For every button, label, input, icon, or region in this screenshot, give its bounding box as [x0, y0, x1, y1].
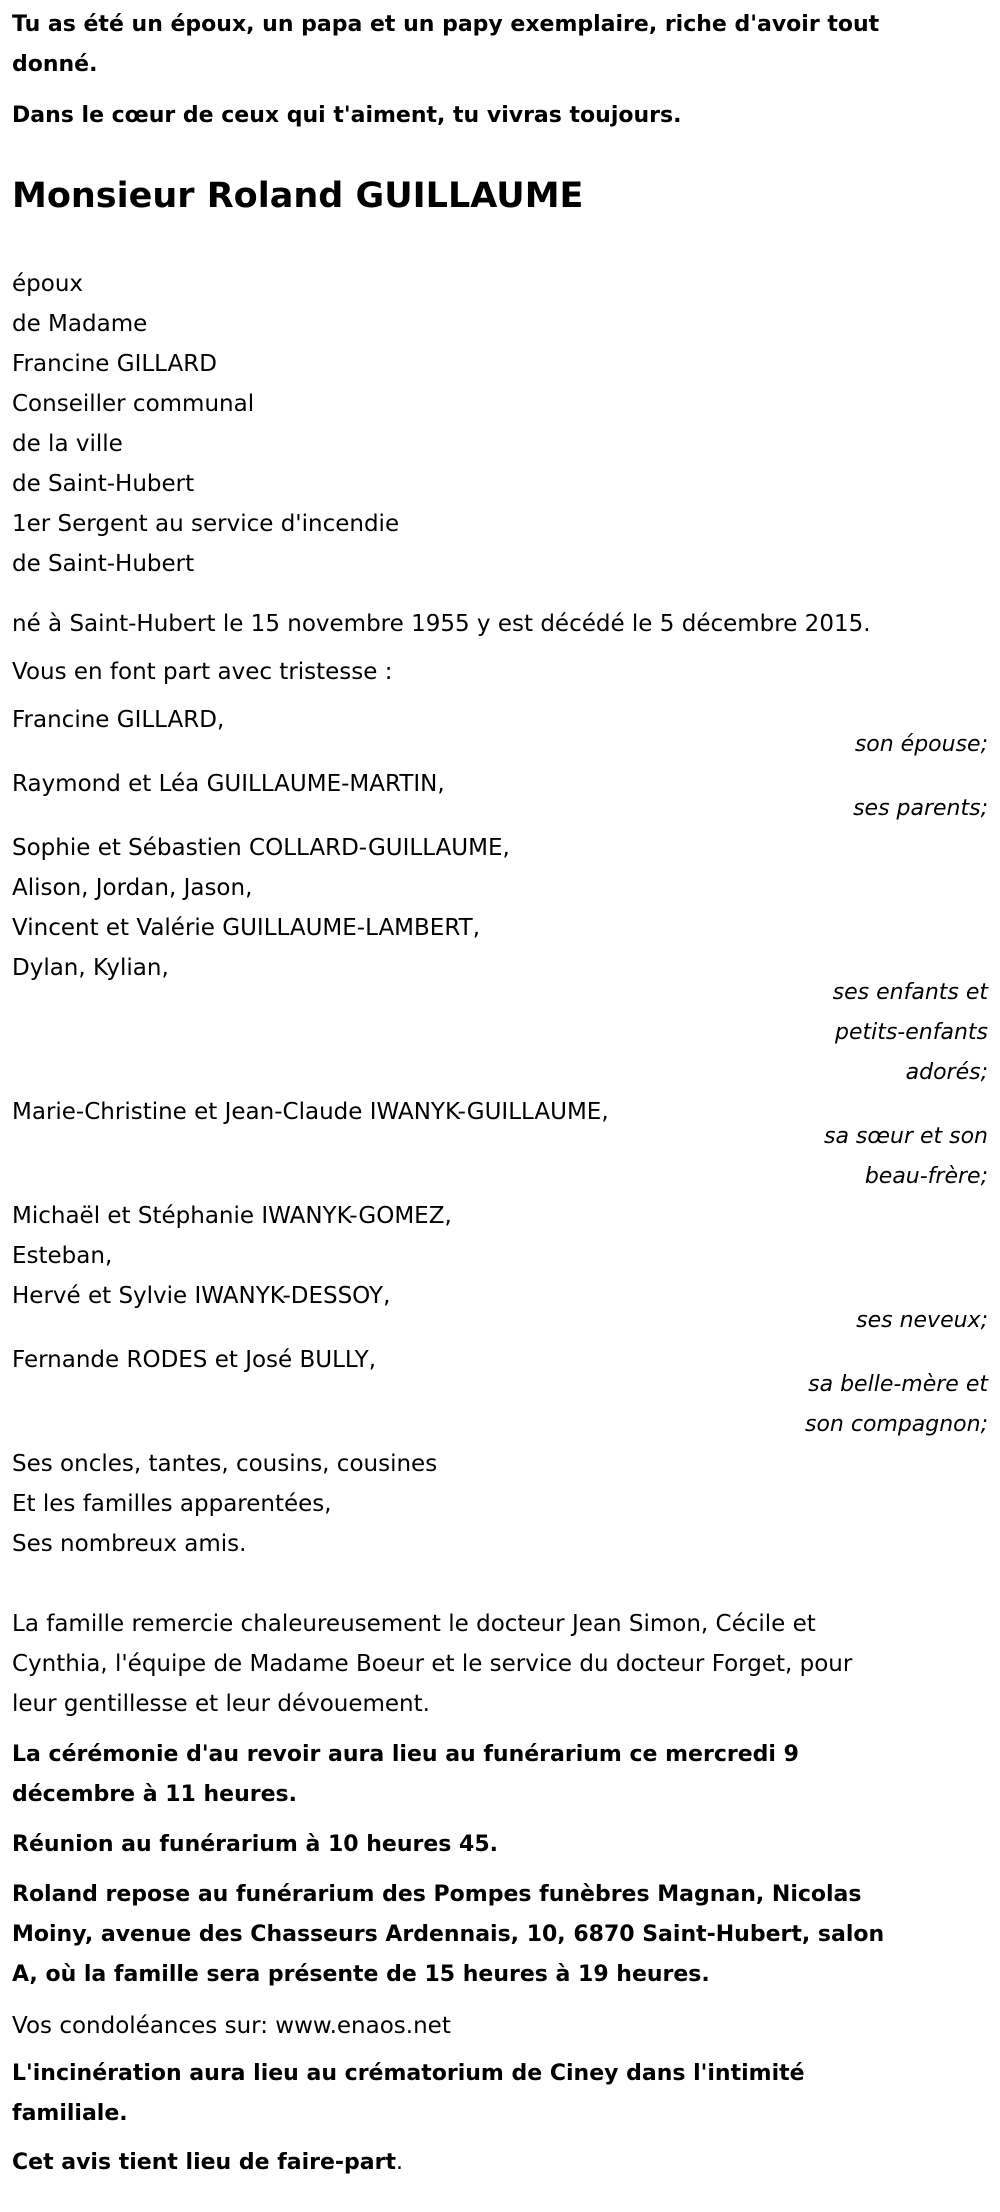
- relation-line: ses neveux;: [856, 1308, 988, 1333]
- cremation-info: [12, 2054, 988, 2134]
- relation-line: sa belle-mère et: [808, 1372, 988, 1397]
- relation-line: petits-enfants: [834, 1020, 988, 1045]
- closing-note: [12, 2143, 988, 2183]
- intro-verse-1: [12, 5, 988, 85]
- family-member: Esteban,: [12, 1243, 113, 1269]
- text-line: A, où la famille sera présente de 15 heures à 19 heures.: [12, 1962, 710, 1987]
- text-line: Réunion au funérarium à 10 heures 45.: [12, 1832, 498, 1857]
- thanks-paragraph: [12, 1604, 988, 1724]
- family-member: Hervé et Sylvie IWANYK-DESSOY,: [12, 1283, 391, 1309]
- closing-punct: .: [396, 2150, 404, 2175]
- meeting-info: [12, 1825, 988, 1865]
- other-relatives: [12, 1444, 988, 1564]
- relation-line: sa sœur et son: [823, 1124, 988, 1149]
- title-line: époux: [12, 271, 84, 297]
- family-member: Dylan, Kylian,: [12, 955, 169, 981]
- title-line: de la ville: [12, 431, 123, 457]
- condolences-link[interactable]: www.enaos.net: [275, 2013, 451, 2039]
- family-relation: [12, 973, 988, 1093]
- deceased-name: Monsieur Roland GUILLAUME: [12, 176, 584, 216]
- family-member: Raymond et Léa GUILLAUME-MARTIN,: [12, 771, 445, 797]
- family-names: [12, 828, 988, 988]
- text-line: donné.: [12, 52, 98, 77]
- title-line: de Madame: [12, 311, 148, 337]
- family-member: Michaël et Stéphanie IWANYK-GOMEZ,: [12, 1203, 452, 1229]
- title-line: Francine GILLARD: [12, 351, 217, 377]
- birth-death: [12, 604, 988, 644]
- text-line: L'incinération aura lieu au crématorium de Ciney dans l'intimité: [12, 2061, 805, 2086]
- family-member: Vincent et Valérie GUILLAUME-LAMBERT,: [12, 915, 481, 941]
- text-line: né à Saint-Hubert le 15 novembre 1955 y est décédé le 5 décembre 2015.: [12, 611, 871, 637]
- ceremony-info: [12, 1735, 988, 1815]
- family-member: Marie-Christine et Jean-Claude IWANYK-GUILLAUME,: [12, 1099, 609, 1125]
- intro-verse-2: [12, 96, 988, 136]
- family-member: Alison, Jordan, Jason,: [12, 875, 253, 901]
- family-names: [12, 1196, 988, 1316]
- text-line: La famille remercie chaleureusement le docteur Jean Simon, Cécile et: [12, 1611, 816, 1637]
- condolences: [12, 2006, 988, 2046]
- relation-line: adorés;: [905, 1060, 988, 1085]
- closing-text: Cet avis tient lieu de faire-part: [12, 2150, 397, 2175]
- text-line: Cynthia, l'équipe de Madame Boeur et le service du docteur Forget, pour: [12, 1651, 853, 1677]
- relation-line: ses enfants et: [832, 980, 988, 1005]
- title-line: de Saint-Hubert: [12, 551, 195, 577]
- text-line: Roland repose au funérarium des Pompes funèbres Magnan, Nicolas: [12, 1882, 862, 1907]
- title-line: 1er Sergent au service d'incendie: [12, 511, 400, 537]
- text-line: La cérémonie d'au revoir aura lieu au funérarium ce mercredi 9: [12, 1742, 799, 1767]
- family-member: Francine GILLARD,: [12, 707, 225, 733]
- title-line: Conseiller communal: [12, 391, 255, 417]
- family-member: Sophie et Sébastien COLLARD-GUILLAUME,: [12, 835, 510, 861]
- deceased-titles: [12, 264, 988, 584]
- text-line: Moiny, avenue des Chasseurs Ardennais, 10, 6870 Saint-Hubert, salon: [12, 1922, 885, 1947]
- relation-line: ses parents;: [853, 796, 988, 821]
- text-line: leur gentillesse et leur dévouement.: [12, 1691, 430, 1717]
- relation-line: son compagnon;: [804, 1412, 988, 1437]
- viewing-info: [12, 1875, 988, 1995]
- text-line: Vous en font part avec tristesse :: [12, 659, 393, 685]
- text-line: Et les familles apparentées,: [12, 1491, 332, 1517]
- text-line: familiale.: [12, 2101, 128, 2126]
- text-line: [12, 2006, 988, 2046]
- announcement: [12, 652, 988, 692]
- title-line: de Saint-Hubert: [12, 471, 195, 497]
- text-line: Ses nombreux amis.: [12, 1531, 247, 1557]
- family-member: Fernande RODES et José BULLY,: [12, 1347, 377, 1373]
- text-line: Tu as été un époux, un papa et un papy exemplaire, riche d'avoir tout: [12, 12, 880, 37]
- condolences-label: Vos condoléances sur:: [12, 2013, 276, 2039]
- text-line: décembre à 11 heures.: [12, 1782, 297, 1807]
- text-line: [12, 2143, 988, 2183]
- relation-line: beau-frère;: [864, 1164, 988, 1189]
- text-line: Ses oncles, tantes, cousins, cousines: [12, 1451, 438, 1477]
- relation-line: son épouse;: [854, 732, 988, 757]
- text-line: Dans le cœur de ceux qui t'aiment, tu vivras toujours.: [12, 103, 682, 128]
